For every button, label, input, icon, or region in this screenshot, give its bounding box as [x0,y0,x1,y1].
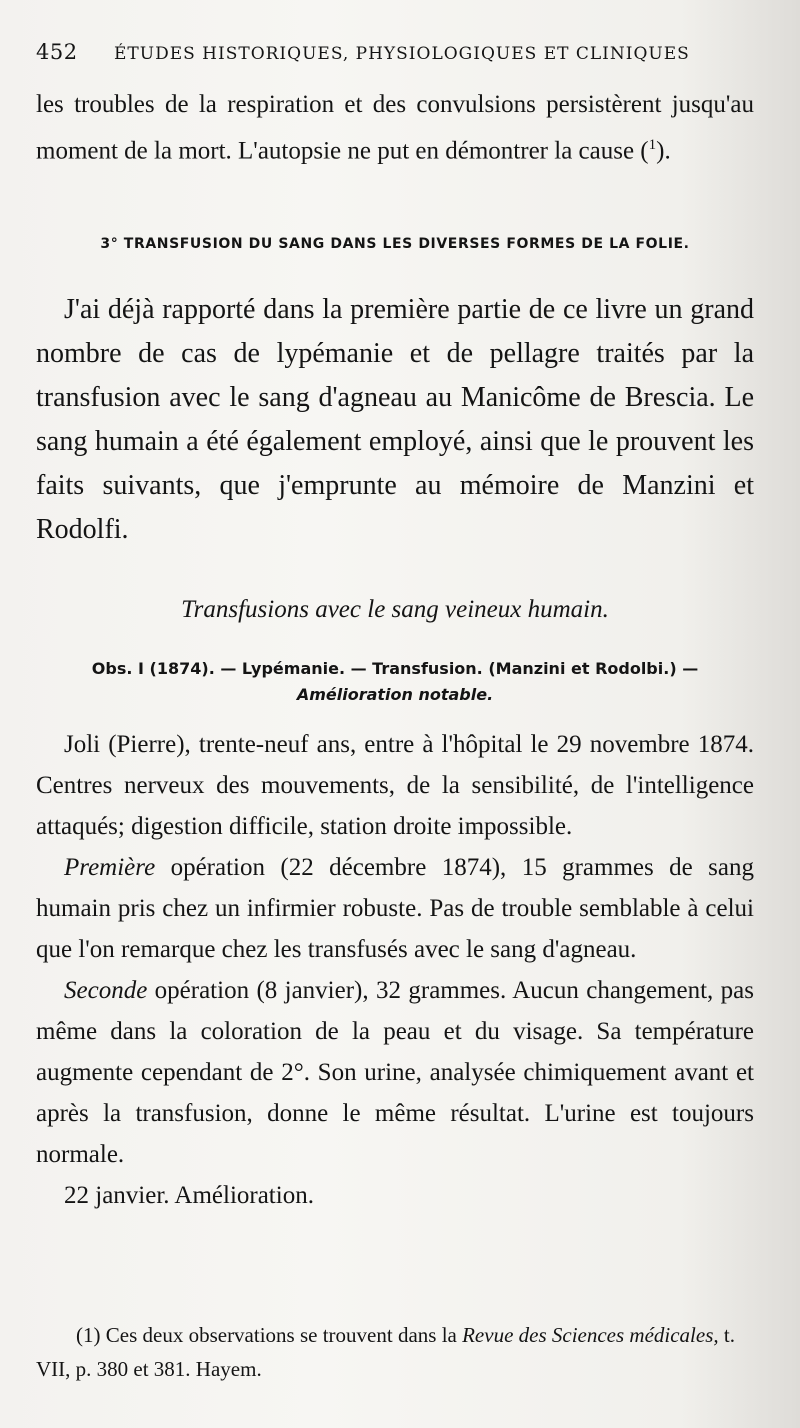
first-operation-text: opération (22 décembre 1874), 15 grammes de sang humain pris chez un infirmier robuste. Pas de trouble semblable à celui que l'on remarque chez les transfusés avec le sang d'agneau. [36,854,754,963]
running-head: ÉTUDES HISTORIQUES, PHYSIOLOGIQUES ET CLINIQUES [114,44,690,64]
second-operation-text: opération (8 janvier), 32 grammes. Aucun changement, pas même dans la coloration de la peau et du visage. Sa température augmente cependant de 2°. Son urine, analysée chimiquement avant et après la transfusion, donne le même résultat. L'urine est toujours normale. [36,977,754,1168]
footnote-text-before: Ces deux observations se trouvent dans la [100,1323,463,1347]
footnote-reference: 1 [648,137,657,153]
first-operation-paragraph [36,847,754,970]
continuation-paragraph [36,84,754,171]
continuation-end: ). [656,137,671,165]
page-header [36,40,756,64]
subsection-title: Transfusions avec le sang veineux humain. [181,596,609,623]
observation-result: Amélioration notable. [296,685,494,704]
second-operation-label: Seconde [64,977,148,1004]
intro-paragraph: J'ai déjà rapporté dans la première partie de ce livre un grand nombre de cas de lypémanie et de pellagre traités par la transfusion avec le sang d'agneau au Manicôme de Brescia. Le sang humain a été également employé, ainsi que le prouvent les faits suivants, que j'emprunte au mémoire de Manzini et Rodolfi. [36,294,754,545]
footnote-marker: (1) [76,1323,101,1347]
footnote-text-after: t. VII, p. 380 et 381. Hayem. [36,1323,735,1381]
case-body [36,724,754,1216]
case-paragraph: Joli (Pierre), trente-neuf ans, entre à l'hôpital le 29 novembre 1874. Centres nerveux des mouvements, de la sensibilité, de l'intelligence attaqués; digestion difficile, station droite impossible. [36,731,754,840]
observation-heading [36,656,754,708]
observation-title: Obs. I (1874). — Lypémanie. — Transfusion. (Manzini et Rodolbi.) — [91,659,699,678]
footnote [36,1318,754,1386]
page-number: 452 [36,40,78,64]
first-operation-label: Première [64,854,156,881]
footnote-journal: Revue des Sciences médicales, [462,1323,719,1347]
second-operation-paragraph [36,970,754,1175]
final-line: 22 janvier. Amélioration. [64,1182,314,1209]
section-heading: 3° TRANSFUSION DU SANG DANS LES DIVERSES FORMES DE LA FOLIE. [100,236,690,252]
continuation-text: les troubles de la respiration et des convulsions persistèrent jusqu'au moment de la mort. L'autopsie ne put en démontrer la cause ( [36,91,754,165]
intro-paragraph-block [36,288,754,552]
